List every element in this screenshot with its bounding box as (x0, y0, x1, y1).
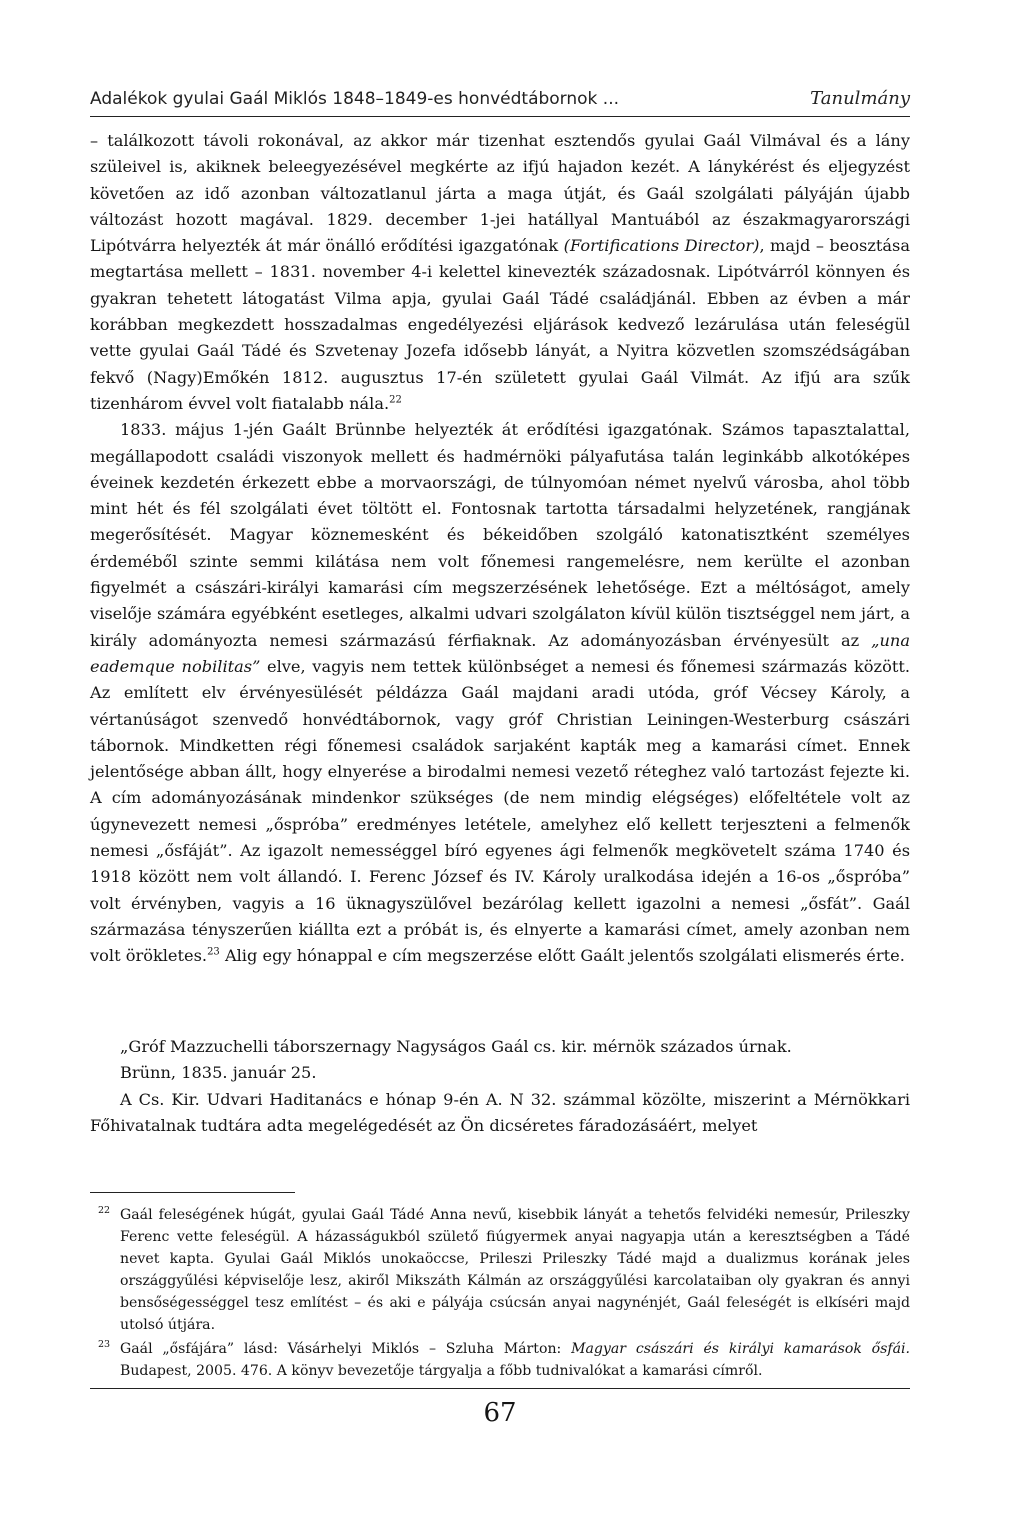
bottom-rule (90, 1388, 910, 1389)
header-rule (90, 116, 910, 117)
paragraph-2 (90, 417, 910, 969)
footnote-text: Gaál feleségének húgát, gyulai Gaál Tádé Anna nevű, kisebbik lányát a tehetős felvidéki nemesúr, Prileszky Ferenc vette feleségül. A házasságukból születő fiúgyermek anyai nagyapja után a keresztségben a Tádé nevet kapta. Gyulai Gaál Miklós unokaöccse, Prileszi Prileszky Tádé majd a dualizmus korának jeles országgyűlési képviselője lesz, akiről Mikszáth Kálmán az országgyűlési karcolataiban oly gyakran és annyi bensőségességgel tesz említést – és aki e pályája csúcsán anyai nagynénjét, Gaál feleségét is elkíséri majd utolsó útjára. (120, 1207, 910, 1333)
footnote-number: 22 (98, 1205, 111, 1216)
paragraph-1-italic: (Fortifications Director) (563, 236, 760, 256)
footnote-italic: Magyar császári és királyi kamarások ősfái. (571, 1341, 910, 1357)
paragraph-2-text-a: 1833. május 1-jén Gaált Brünnbe helyezték át erődítési igazgatónak. Számos tapasztalattal, megállapodott családi viszonyok mellett és hadmérnöki pályafutása talán leginkább alkotóképes éveinek kezdetén érkezett ebbe a morvaországi, de túlnyomóan német nyelvű városba, ahol több mint hét és fél szolgálati évet töltött el. Fontosnak tartotta társadalmi helyzetének, rangjának megerősítését. Magyar köznemesként és békeidőben szolgáló katonatisztként személyes érdeméből szinte semmi kilátása nem volt főnemesi rangemelésre, nem kerülte el azonban figyelmét a császári-királyi kamarási cím megszerzésének lehetősége. Ezt a méltóságot, amely viselője számára egyébként esetleges, alkalmi udvari szolgálaton kívül külön tisztséggel nem járt, a király adományozta nemesi származású férfiaknak. Az adományozásban érvényesült az (90, 420, 910, 650)
quote-line-1: „Gróf Mazzuchelli táborszernagy Nagyságos Gaál cs. kir. mérnök százados úrnak. (120, 1037, 792, 1056)
footnotes (90, 1204, 910, 1384)
document-page (90, 0, 910, 1521)
paragraph-2-italic: „una eademque nobilitas” (90, 630, 910, 676)
footnote-22 (90, 1204, 910, 1336)
running-header-title: Adalékok gyulai Gaál Miklós 1848–1849-es honvédtábornok ... (90, 89, 620, 109)
paragraph-2-text-c: Alig egy hónappal e cím megszerzése előtt Gaált jelentős szolgálati elismerés érte. (219, 946, 905, 966)
footnote-ref-23[interactable]: 23 (207, 946, 220, 958)
footnote-rule (90, 1192, 295, 1193)
paragraph-1-text-a: – találkozott távoli rokonával, az akkor már tizenhat esztendős gyulai Gaál Vilmával és a lány szüleivel is, akiknek beleegyezésével megkérte az ifjú hajadon kezét. A lánykérést és eljegyzést követően az idő azonban változatlanul járta a maga útját, és Gaál szolgálati pályáján újabb változást hozott magával. 1829. december 1-jei hatállyal Mantuából az északmagyarországi Lipótvárra helyezték át már önálló erődítési igazgatónak (90, 131, 910, 256)
paragraph-1 (90, 128, 910, 417)
footnote-23 (90, 1338, 910, 1382)
quote-line-3: A Cs. Kir. Udvari Haditanács e hónap 9-én A. N 32. számmal közölte, miszerint a Mérnökkari Főhivatalnak tudtára adta megelégedését az Ön dicséretes fáradozásáért, melyet (90, 1089, 910, 1135)
running-header (90, 88, 910, 109)
footnote-number: 23 (98, 1339, 111, 1350)
paragraph-1-text-b: , majd – beosztása megtartása mellett – 1831. november 4-i kelettel kinevezték századosnak. Lipótvárról könnyen és gyakran tehetett látogatást Vilma apja, gyulai Gaál Tádé családjánál. Ebben az évben a már korábban megkezdett hosszadalmas engedélyezési eljárások kedvező lezárulása után feleségül vette gyulai Gaál Tádé és Szvetenay Jozefa idősebb lányát, a Nyitra közvetlen szomszédságában fekvő (Nagy)Emőkén 1812. augusztus 17-én született gyulai Gaál Vilmát. Az ifjú ara szűk tizenhárom évvel volt fiatalabb nála. (90, 236, 910, 413)
footnote-text-b: Budapest, 2005. 476. A könyv bevezetője tárgyalja a főbb tudnivalókat a kamarási címről. (120, 1363, 763, 1379)
page-number: 67 (483, 1398, 517, 1428)
quoted-letter (90, 1034, 910, 1139)
quote-line-2: Brünn, 1835. január 25. (120, 1063, 317, 1083)
body-text (90, 128, 910, 970)
paragraph-2-text-b: elve, vagyis nem tettek különbséget a nemesi és főnemesi származás között. Az említett elv érvényesülését példázza Gaál majdani aradi utóda, gróf Vécsey Károly, a vértanúságot szenvedő honvédtábornok, vagy gróf Christian Leiningen-Westerburg császári tábornok. Mindketten régi főnemesi családok sarjaként kapták meg a kamarási címet. Ennek jelentősége abban állt, hogy elnyerése a birodalmi nemesi vezető réteghez való tartozást fejezte ki. A cím adományozásának mindenkor szükséges (de nem mindig elégséges) előfeltétele volt az úgynevezett nemesi „őspróba” eredményes letétele, amelyhez elő kellett terjeszteni a felmenők nemesi „ősfáját”. Az igazolt nemességgel bíró egyenes ági felmenők megkövetelt száma 1740 és 1918 között nem volt állandó. I. Ferenc József és IV. Károly uralkodása idején a 16-os „őspróba” volt érvényben, vagyis a 16 üknagyszülővel bezárólag kellett igazolni a nemesi „ősfát”. Gaál származása tényszerűen kiállta ezt a próbát is, és elnyerte a kamarási címet, amely azonban nem volt örökletes. (90, 656, 910, 966)
running-header-section: Tanulmány (810, 88, 910, 109)
footnote-ref-22[interactable]: 22 (389, 394, 402, 406)
footnote-text-a: Gaál „ősfájára” lásd: Vásárhelyi Miklós – Szluha Márton: (120, 1341, 572, 1357)
